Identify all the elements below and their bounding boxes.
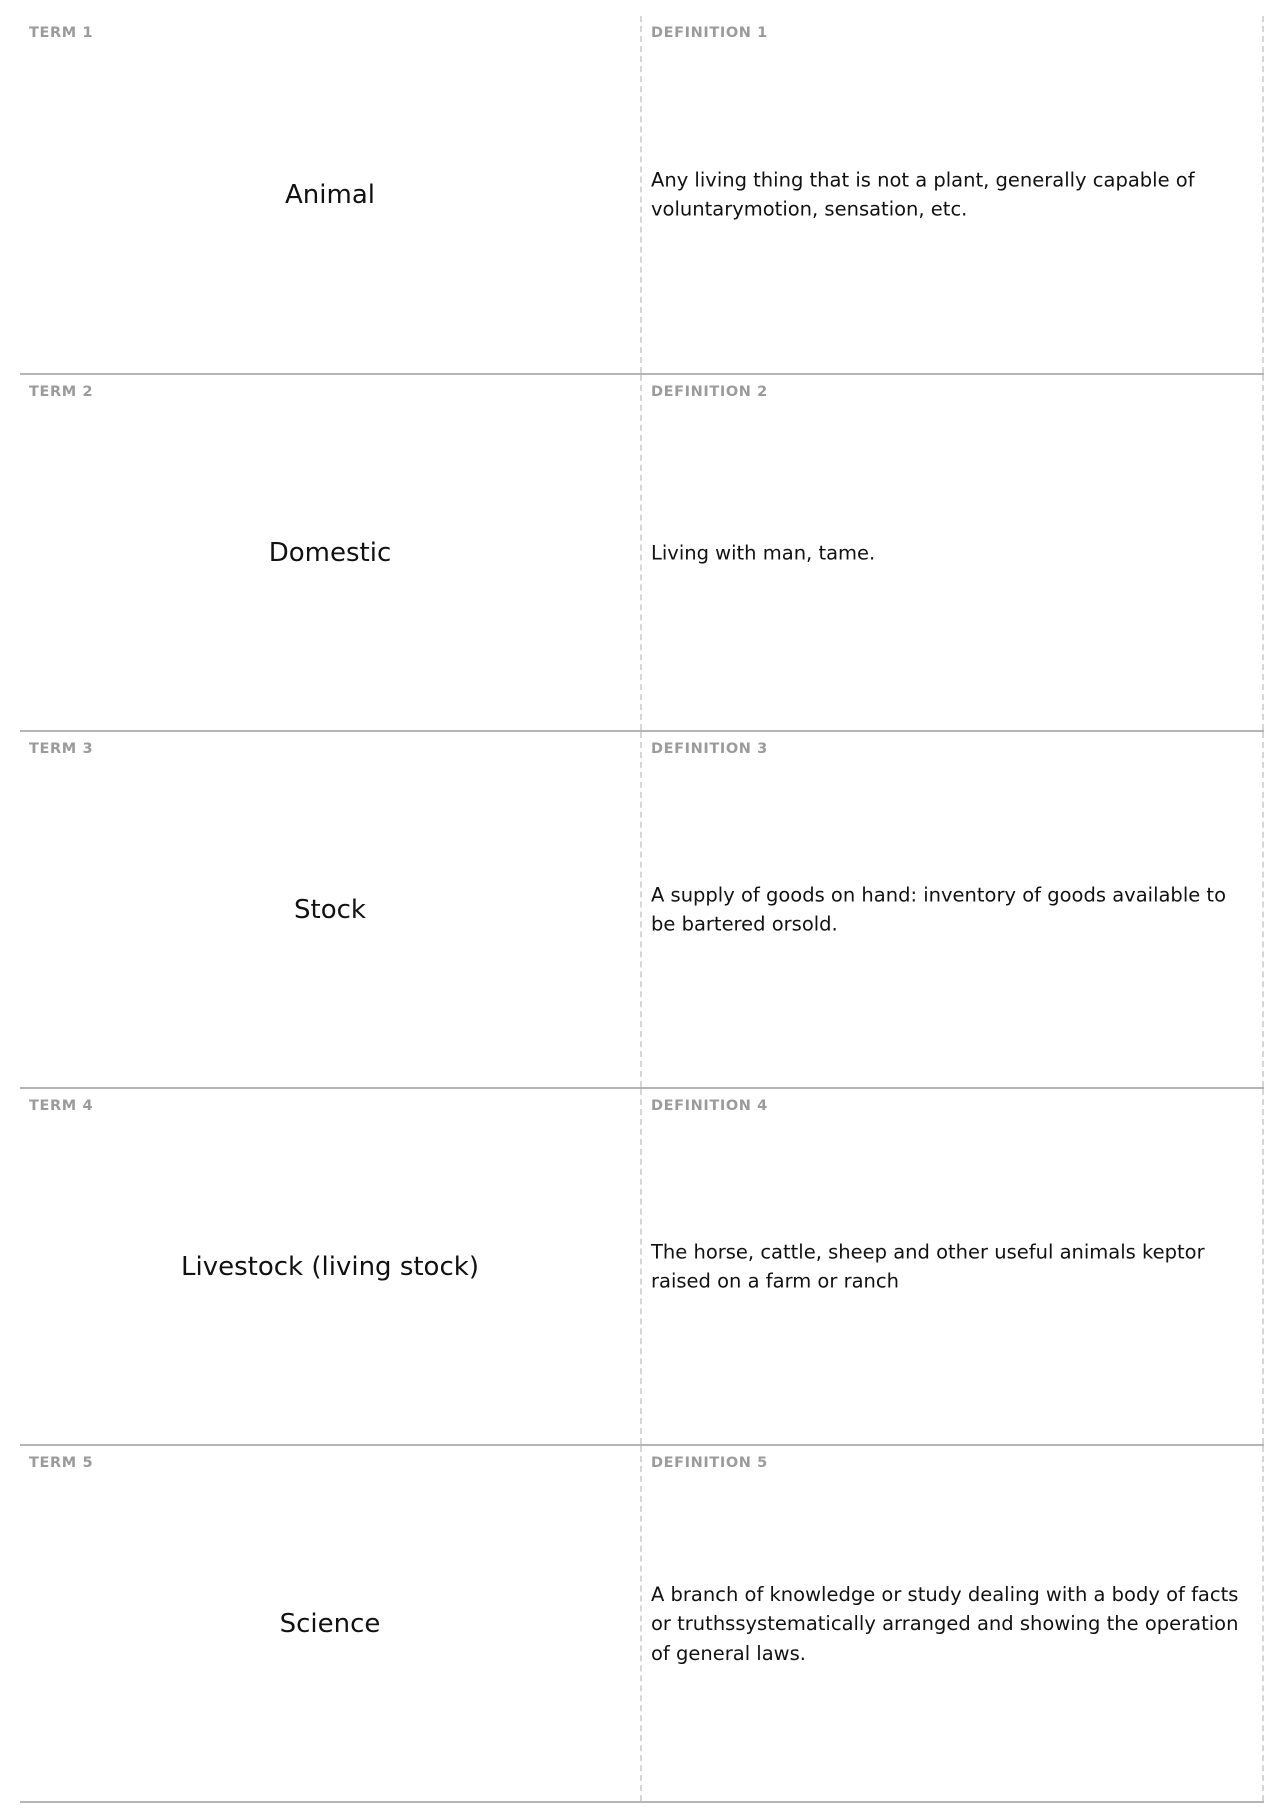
term-cell bbox=[20, 1446, 642, 1801]
term-label: TERM 2 bbox=[29, 384, 94, 400]
term-cell bbox=[20, 1089, 642, 1444]
term-text: Livestock (living stock) bbox=[181, 1251, 479, 1282]
definition-text: Living with man, tame. bbox=[651, 540, 876, 564]
flashcard-row-4 bbox=[20, 1089, 1264, 1446]
definition-label: DEFINITION 1 bbox=[651, 25, 768, 41]
definition-cell bbox=[642, 732, 1264, 1087]
definition-text: A branch of knowledge or study dealing with a body of facts or truthssystematically arranged and showing the operation of general laws. bbox=[651, 1582, 1239, 1665]
definition-label: DEFINITION 3 bbox=[651, 741, 768, 757]
term-cell bbox=[20, 732, 642, 1087]
flashcard-row-5 bbox=[20, 1446, 1264, 1803]
term-cell bbox=[20, 375, 642, 730]
definition-text: The horse, cattle, sheep and other useful animals keptor raised on a farm or ranch bbox=[651, 1240, 1205, 1293]
term-label: TERM 1 bbox=[29, 25, 94, 41]
term-cell bbox=[20, 16, 642, 373]
definition-cell bbox=[642, 16, 1264, 373]
definition-text: Any living thing that is not a plant, generally capable of voluntarymotion, sensation, etc. bbox=[651, 168, 1195, 221]
definition-label: DEFINITION 4 bbox=[651, 1098, 768, 1114]
term-label: TERM 4 bbox=[29, 1098, 94, 1114]
definition-cell bbox=[642, 1446, 1264, 1801]
term-label: TERM 5 bbox=[29, 1455, 94, 1471]
term-label: TERM 3 bbox=[29, 741, 94, 757]
definition-label: DEFINITION 5 bbox=[651, 1455, 768, 1471]
term-text: Stock bbox=[294, 894, 366, 925]
flashcard-row-3 bbox=[20, 732, 1264, 1089]
definition-cell bbox=[642, 1089, 1264, 1444]
term-text: Domestic bbox=[268, 537, 392, 568]
flashcard-row-2 bbox=[20, 375, 1264, 732]
definition-text: A supply of goods on hand: inventory of goods available to be bartered orsold. bbox=[651, 883, 1227, 936]
definition-cell bbox=[642, 375, 1264, 730]
definition-label: DEFINITION 2 bbox=[651, 384, 768, 400]
term-text: Animal bbox=[285, 179, 375, 210]
term-text: Science bbox=[279, 1608, 381, 1639]
flashcard-row-1 bbox=[20, 16, 1264, 375]
flashcard-sheet bbox=[20, 16, 1264, 1803]
